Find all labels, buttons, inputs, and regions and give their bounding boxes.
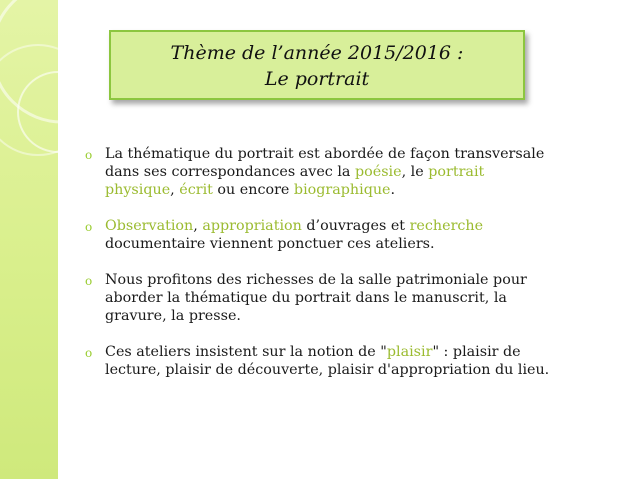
keyword: portrait physique — [105, 164, 485, 198]
list-item — [85, 271, 555, 325]
list-item — [85, 217, 555, 253]
list-item-text — [105, 272, 527, 324]
text-segment: " : plaisir de lecture, plaisir de découverte, plaisir d'appropriation du lieu. — [105, 344, 550, 378]
keyword: biographique — [293, 182, 391, 198]
keyword: poésie — [354, 164, 402, 180]
text-segment: , — [170, 182, 180, 198]
list-item-text — [105, 146, 544, 198]
bullet-list — [85, 145, 555, 379]
text-segment: documentaire viennent ponctuer ces ateliers. — [105, 236, 435, 252]
keyword: plaisir — [386, 344, 433, 360]
list-item-text — [105, 218, 483, 252]
list-item — [85, 145, 555, 199]
list-item-text — [105, 344, 549, 378]
text-segment: d’ouvrages et — [301, 218, 410, 234]
text-segment: , le — [401, 164, 429, 180]
keyword: écrit — [179, 182, 213, 198]
text-segment: La thématique du portrait est abordée de façon transversale dans ses correspondances avec la — [105, 146, 545, 180]
keyword: appropriation — [202, 218, 302, 234]
title-line-1: Thème de l’année 2015/2016 : — [170, 42, 464, 64]
bullet-icon: o — [85, 148, 93, 162]
text-segment: , — [193, 218, 203, 234]
title-line-2: Le portrait — [264, 68, 370, 90]
keyword: Observation — [105, 218, 194, 234]
title-box — [109, 30, 525, 100]
text-segment: Nous profitons des richesses de la salle patrimoniale pour aborder la thématique du portrait dans le manuscrit, la gravure, la presse. — [105, 272, 527, 324]
text-segment: . — [390, 182, 396, 198]
keyword: recherche — [409, 218, 484, 234]
bullet-icon: o — [85, 220, 93, 234]
bullet-icon: o — [85, 274, 93, 288]
bullet-icon: o — [85, 346, 93, 360]
text-segment: ou encore — [212, 182, 294, 198]
text-segment: Ces ateliers insistent sur la notion de " — [105, 344, 387, 360]
list-item — [85, 343, 555, 379]
